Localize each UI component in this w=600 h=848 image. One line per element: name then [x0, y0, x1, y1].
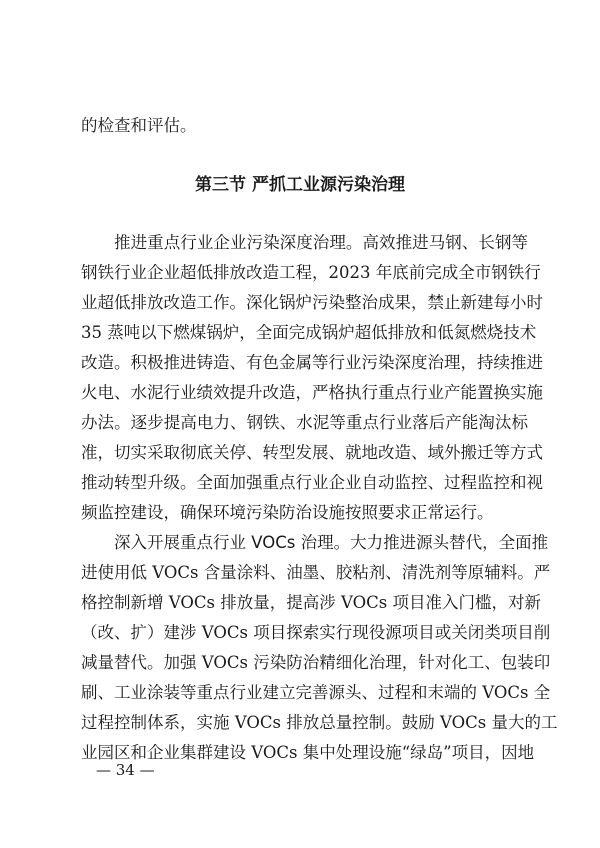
paragraph-line: 推动转型升级。全面加强重点行业企业自动监控、过程监控和视 [81, 473, 543, 492]
paragraph-line: 刷、工业涂装等重点行业建立完善源头、过程和末端的 VOCs 全 [81, 683, 551, 702]
paragraph-line: 过程控制体系，实施 VOCs 排放总量控制。鼓励 VOCs 量大的工 [81, 713, 558, 732]
paragraph-line: 业园区和企业集群建设 VOCs 集中处理设施“绿岛”项目，因地 [81, 743, 535, 762]
paragraph-line: 准，切实采取彻底关停、转型发展、就地改造、域外搬迁等方式 [81, 443, 543, 462]
line-text: 大力推进源头替代，全面推 [350, 533, 549, 552]
paragraph-line: 火电、水泥行业绩效提升改造，严格执行重点行业产能置换实施 [81, 383, 543, 402]
section-heading: 第三节 严抓工业源污染治理 [195, 175, 405, 195]
paragraph-line: 改造。积极推进铸造、有色金属等行业污染深度治理，持续推进 [81, 353, 543, 372]
paragraph-line: 35 蒸吨以下燃煤锅炉，全面完成锅炉超低排放和低氮燃烧技术 [81, 323, 537, 342]
paragraph-line [114, 228, 528, 258]
paragraph-line: 频监控建设，确保环境污染防治设施按照要求正常运行。 [81, 503, 494, 522]
line-text: 高效推进马钢、长钢等 [362, 233, 528, 252]
paragraph-line: 业超低排放改造工作。深化锅炉污染整治成果，禁止新建每小时 [81, 293, 543, 312]
paragraph-line [114, 528, 549, 558]
paragraph-lead: 深入开展重点行业 VOCs 治理。 [114, 533, 351, 552]
paragraph-line: 进使用低 VOCs 含量涂料、油墨、胶粘剂、清洗剂等原辅料。严 [81, 563, 551, 582]
carry-over-text: 的检查和评估。 [81, 116, 197, 135]
paragraph-line: 办法。逐步提高电力、钢铁、水泥等重点行业落后产能淘汰标 [81, 413, 528, 432]
paragraph-line: 减量替代。加强 VOCs 污染防治精细化治理，针对化工、包装印 [81, 653, 551, 672]
paragraph-lead: 推进重点行业企业污染深度治理。 [114, 233, 363, 252]
paragraph-line: 格控制新增 VOCs 排放量，提高涉 VOCs 项目准入门槛，对新 [81, 593, 541, 612]
page-number: — 34 — [96, 761, 155, 779]
paragraph-line: 钢铁行业企业超低排放改造工程，2023 年底前完成全市钢铁行 [81, 263, 541, 282]
paragraph-line: （改、扩）建涉 VOCs 项目探索实行现役源项目或关闭类项目削 [81, 623, 551, 642]
